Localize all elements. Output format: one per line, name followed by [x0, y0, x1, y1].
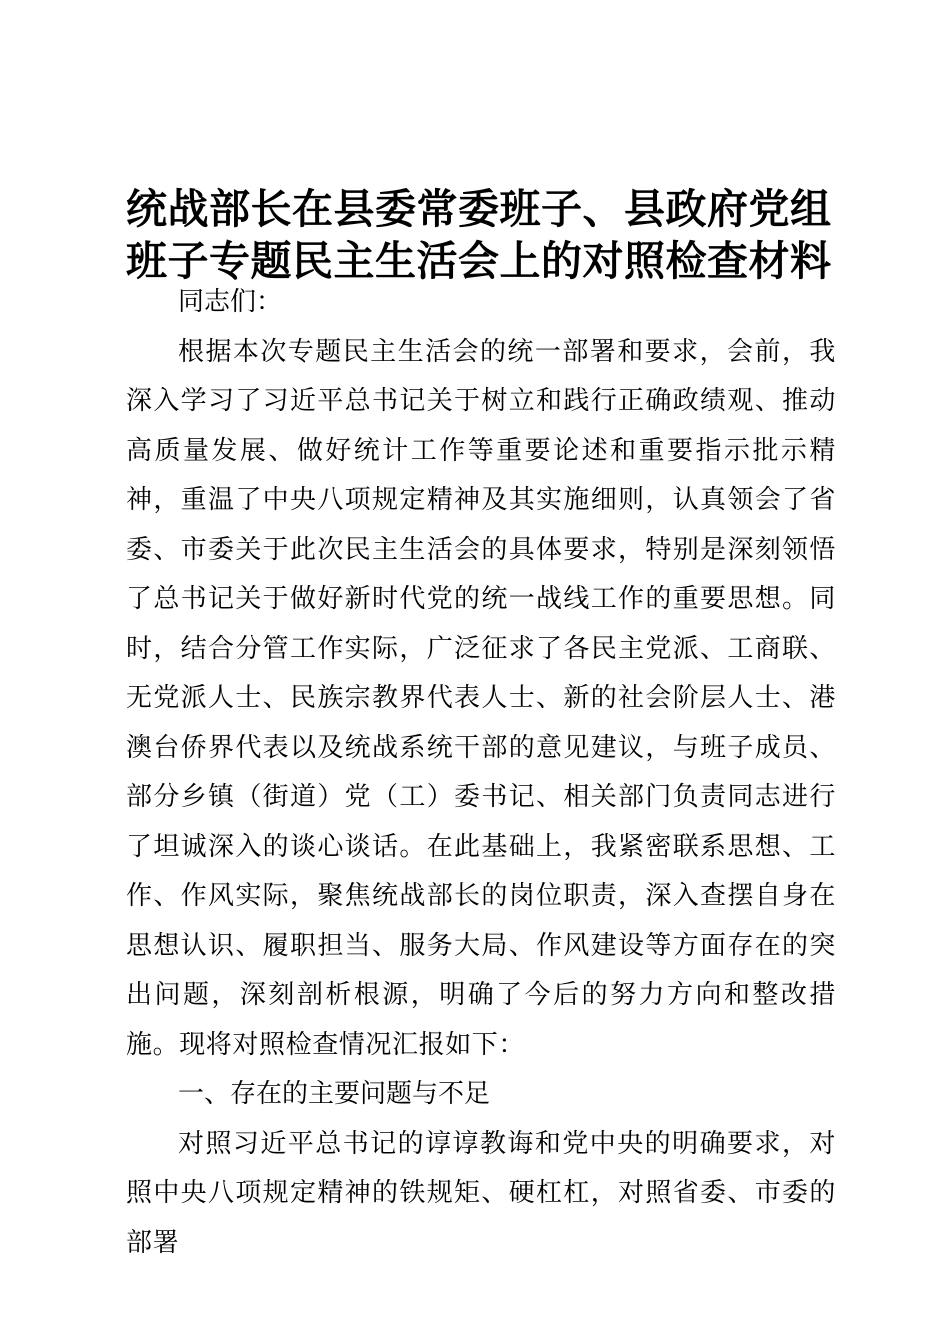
paragraph-section-1: 对照习近平总书记的谆谆教诲和党中央的明确要求，对照中央八项规定精神的铁规矩、硬杠杠，对照省委、市委的部署: [126, 1128, 836, 1258]
section-heading-1: 一、存在的主要问题与不足: [178, 1079, 491, 1109]
document-title: [126, 183, 846, 287]
paragraph-intro: 根据本次专题民主生活会的统一部署和要求，会前，我深入学习了习近平总书记关于树立和践行正确政绩观、推动高质量发展、做好统计工作等重要论述和重要指示批示精神，重温了中央八项规定精神及其实施细则，认真领会了省委、市委关于此次民主生活会的具体要求，特别是深刻领悟了总书记关于做好新时代党的统一战线工作的重要思想。同时，结合分管工作实际，广泛征求了各民主党派、工商联、无党派人士、民族宗教界代表人士、新的社会阶层人士、港澳台侨界代表以及统战系统干部的意见建议，与班子成员、部分乡镇（街道）党（工）委书记、相关部门负责同志进行了坦诚深入的谈心谈话。在此基础上，我紧密联系思想、工作、作风实际，聚焦统战部长的岗位职责，深入查摆自身在思想认识、履职担当、服务大局、作风建设等方面存在的突出问题，深刻剖析根源，明确了今后的努力方向和整改措施。现将对照检查情况汇报如下：: [126, 336, 836, 1060]
greeting: 同志们：: [178, 287, 283, 317]
title-line-2: 班子专题民主生活会上的对照检查材料: [126, 237, 832, 285]
document-body: [126, 278, 836, 1268]
title-line-1: 统战部长在县委常委班子、县政府党组: [126, 185, 832, 233]
